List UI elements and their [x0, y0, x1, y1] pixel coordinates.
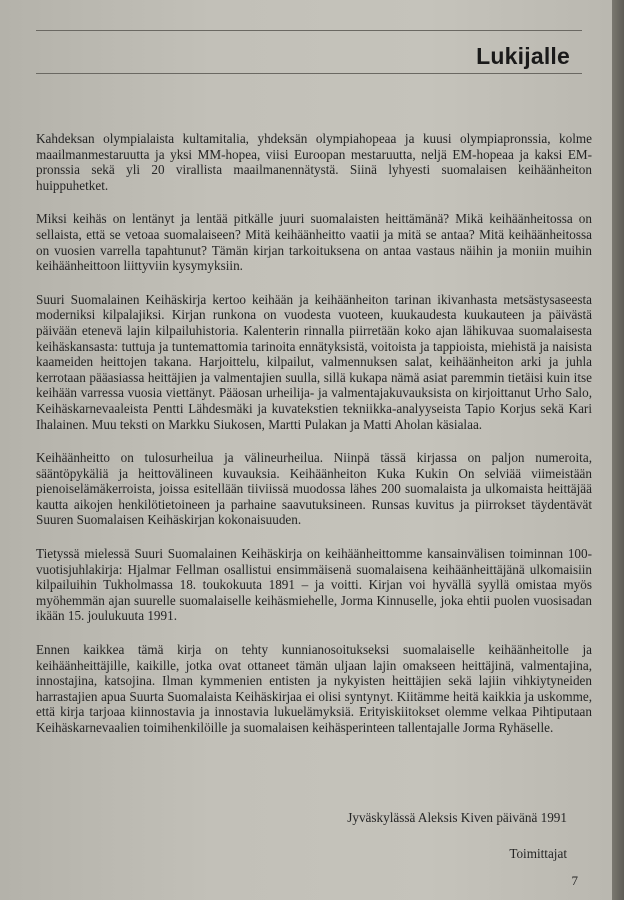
paragraph-4: Keihäänheitto on tulosurheilua ja välineurheilua. Niinpä tässä kirjassa on paljon numeroita, sääntöpykäliä ja heittovälineen kuvauksia. Keihäänheiton Kuka Kukin On selviää viimeistään pienoiselämäkerroista, joissa esitellään tiiviissä muodossa lähes 200 suomalaista ja ulkomaista heittäjää kautta aikojen henkilötietoineen ja parhaine saavutuksineen. Runsas kuvitus ja piirrokset täydentävät Suuren Suomalaisen Keihäskirjan kokonaisuuden.	[36, 450, 592, 528]
section-title: Lukijalle	[476, 43, 570, 69]
top-rule	[36, 30, 582, 31]
page-number: 7	[571, 873, 578, 888]
editors-signature: Toimittajat	[509, 846, 567, 861]
paragraph-5: Tietyssä mielessä Suuri Suomalainen Keihäskirja on keihäänheittomme kansainvälisen toiminnan 100-vuotisjuhlakirja: Hjalmar Fellman osallistui ensimmäisenä suomalaisena keihäänheittäjänä ulkomaisiin kilpailuihin Tukholmassa 18. toukokuuta 1891 – ja voitti. Kirjan voi hyvällä syyllä omistaa myös myöhemmän ajan suurelle suomalaiselle keihäsmiehelle, Jorma Kinnuselle, joka ehtii puolen vuosisadan ikään 15. joulukuuta 1991.	[36, 546, 592, 624]
signature-line: Jyväskylässä Aleksis Kiven päivänä 1991	[347, 810, 567, 825]
paragraph-2: Miksi keihäs on lentänyt ja lentää pitkälle juuri suomalaisten heittämänä? Mikä keihäänheitossa on sellaista, että se vetoaa suomalaiseen? Mitä keihäänheitto vaatii ja mitä se antaa? Mitä keihäänheitossa on vuosien varrella tapahtunut? Tämän kirjan tarkoituksena on antaa vastaus näihin ja moniin muihin keihäänheittoon liittyviin kysymyksiin.	[36, 211, 592, 274]
page-edge	[612, 0, 624, 900]
paragraph-6: Ennen kaikkea tämä kirja on tehty kunnianosoitukseksi suomalaiselle keihäänheitolle ja keihäänheittäjille, kaikille, jotka ovat ottaneet tämän uljaan lajin omakseen heittäjinä, valmentajina, innostajina, katsojina. Ilman kymmenien entisten ja nykyisten heittäjien sekä lajiin vihkiytyneiden harrastajien apua Suurta Suomalaista Keihäskirjaa ei olisi syntynyt. Kiitämme heitä kaikkia ja uskomme, että kirja tarjoaa kiinnostavia ja innostavia lukuelämyksiä. Erityiskiitokset olemme velkaa Pihtiputaan Keihäskarnevaalien toimihenkilöille ja suomalaisen keihäsperinteen tallentajalle Jorma Ryhäselle.	[36, 642, 592, 735]
title-rule	[36, 73, 582, 74]
paragraph-1: Kahdeksan olympialaista kultamitalia, yhdeksän olympiahopeaa ja kuusi olympiapronssia, kolme maailmanmestaruutta ja yksi MM-hopea, viisi Euroopan mestaruutta, neljä EM-hopeaa ja kaksi EM-pronssia sekä yli 20 virallista maailmanennätystä. Siinä lyhyesti suomalaisen keihäänheiton huippuhetket.	[36, 131, 592, 193]
paragraph-3: Suuri Suomalainen Keihäskirja kertoo keihään ja keihäänheiton tarinan ikivanhasta metsästysaseesta moderniksi kilpalajiksi. Kirjan runkona on vuodesta vuoteen, kuukaudesta kuukauteen ja päivästä päivään etenevä lajin kilpailuhistoria. Kalenterin rinnalla piirretään koko ajan lähikuvaa suomalaisesta keihäskansasta: tuttuja ja tuntemattomia tarinoita ennätyksistä, voitoista ja tappioista, miehistä ja naisista kaameiden heittojen takana. Harjoittelu, kilpailut, valmennuksen salat, keihäänheiton arki ja juhla kerrotaan pääasiassa heittäjien ja valmentajien suulla, sillä kukapa nämä asiat paremmin tietäisi kuin itse keihään varressa vuosia viettänyt. Pääosan urheilija- ja valmentajakuvauksista on kirjoittanut Urho Salo, Keihäskarnevaaleista Pentti Lähdesmäki ja kuvatekstien tekniikka-analyyseista Tapio Korjus sekä Kari Ihalainen. Muu teksti on Markku Siukosen, Martti Pulakan ja Matti Aholan käsialaa.	[36, 291, 592, 432]
body-text	[36, 131, 592, 754]
